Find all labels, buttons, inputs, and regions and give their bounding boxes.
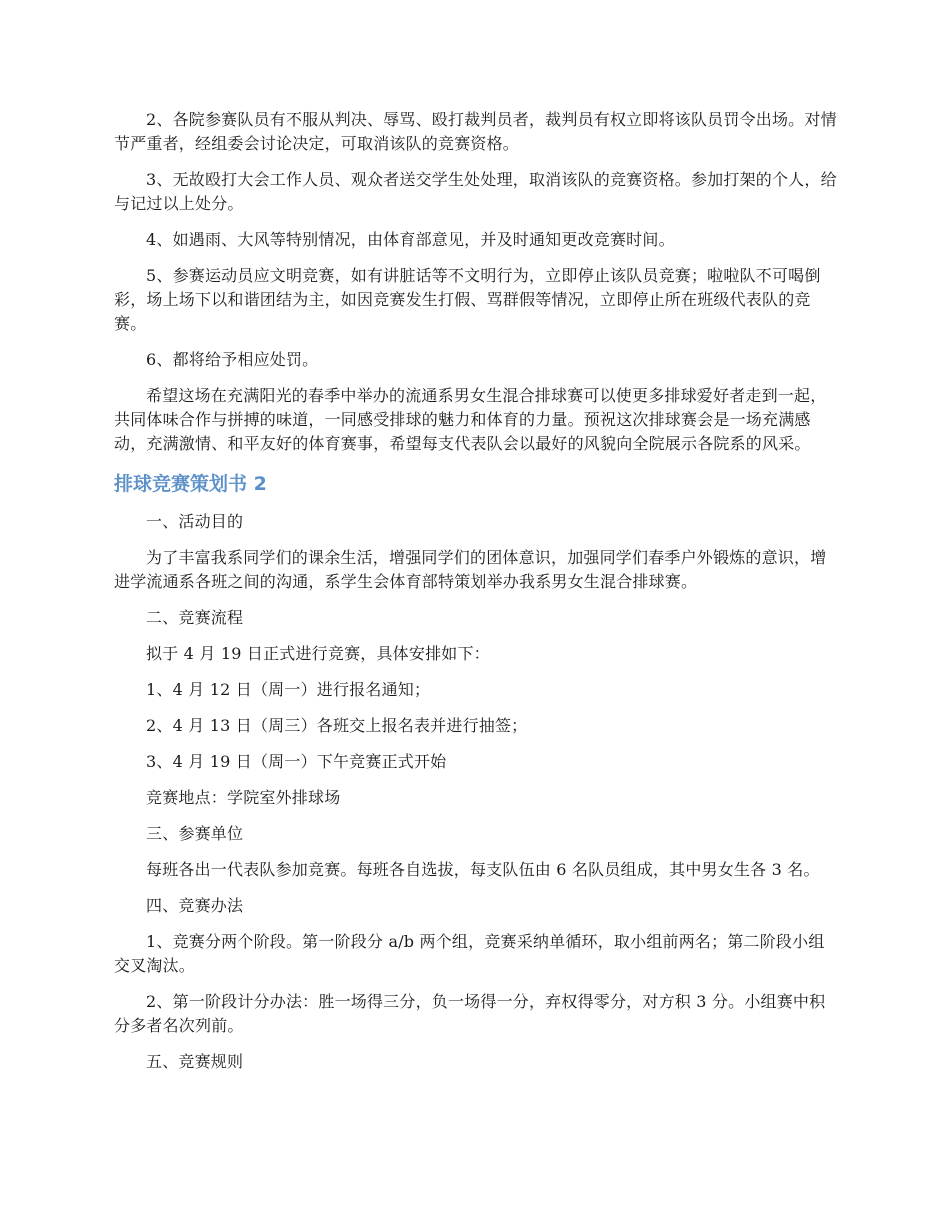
paragraph-schedule-intro: 拟于 4 月 19 日正式进行竞赛，具体安排如下： [146, 644, 490, 663]
paragraph-schedule-1: 1、4 月 12 日（周一）进行报名通知； [146, 680, 431, 699]
paragraph-method-1: 1、竞赛分两个阶段。第一阶段分 a/b 两个组，竞赛采纳单循环，取小组前两名；第二阶段小组交叉淘汰。 [114, 932, 825, 975]
paragraph-units-heading: 三、参赛单位 [146, 824, 244, 843]
paragraph-closing: 希望这场在充满阳光的春季中举办的流通系男女生混合排球赛可以使更多排球爱好者走到一起，共同体味合作与拼搏的味道，一同感受排球的魅力和体育的力量。预祝这次排球赛会是一场充满感动，充满激情、和平友好的体育赛事，希望每支代表队会以最好的风貌向全院展示各院系的风采。 [114, 386, 827, 453]
paragraph-conduct: 5、参赛运动员应文明竞赛，如有讲脏话等不文明行为，立即停止该队员竞赛；啦啦队不可喝倒彩，场上场下以和谐团结为主，如因竞赛发生打假、骂群假等情况，立即停止所在班级代表队的竞赛。 [114, 266, 821, 333]
paragraph-method-2: 2、第一阶段计分办法：胜一场得三分，负一场得一分，弃权得零分，对方积 3 分。小组赛中积分多者名次列前。 [114, 992, 826, 1035]
paragraph-rules-heading: 五、竞赛规则 [146, 1052, 244, 1071]
paragraph-venue: 竞赛地点：学院室外排球场 [146, 788, 341, 807]
document-page [114, 108, 840, 1086]
paragraph-penalty-6: 6、都将给予相应处罚。 [146, 350, 319, 369]
paragraph-weather: 4、如遇雨、大风等特别情况，由体育部意见，并及时通知更改竞赛时间。 [146, 230, 675, 249]
paragraph-schedule-3: 3、4 月 19 日（周一）下午竞赛正式开始 [146, 752, 447, 771]
paragraph-purpose: 为了丰富我系同学们的课余生活，增强同学们的团体意识，加强同学们春季户外锻炼的意识，增进学流通系各班之间的沟通，系学生会体育部特策划举办我系男女生混合排球赛。 [114, 548, 827, 591]
paragraph-schedule-2: 2、4 月 13 日（周三）各班交上报名表并进行抽签； [146, 716, 528, 735]
paragraph-process-heading: 二、竞赛流程 [146, 608, 244, 627]
paragraph-penalty-3: 3、无故殴打大会工作人员、观众者送交学生处处理，取消该队的竞赛资格。参加打架的个人，给与记过以上处分。 [114, 170, 837, 213]
paragraph-units: 每班各出一代表队参加竞赛。每班各自选拔，每支队伍由 6 名队员组成，其中男女生各 3 名。 [146, 860, 820, 879]
section-heading: 排球竞赛策划书 2 [114, 473, 267, 495]
paragraph-penalty-2: 2、各院参赛队员有不服从判决、辱骂、殴打裁判员者，裁判员有权立即将该队员罚令出场。对情节严重者，经组委会讨论决定，可取消该队的竞赛资格。 [114, 110, 837, 153]
paragraph-method-heading: 四、竞赛办法 [146, 896, 244, 915]
paragraph-purpose-heading: 一、活动目的 [146, 512, 244, 531]
